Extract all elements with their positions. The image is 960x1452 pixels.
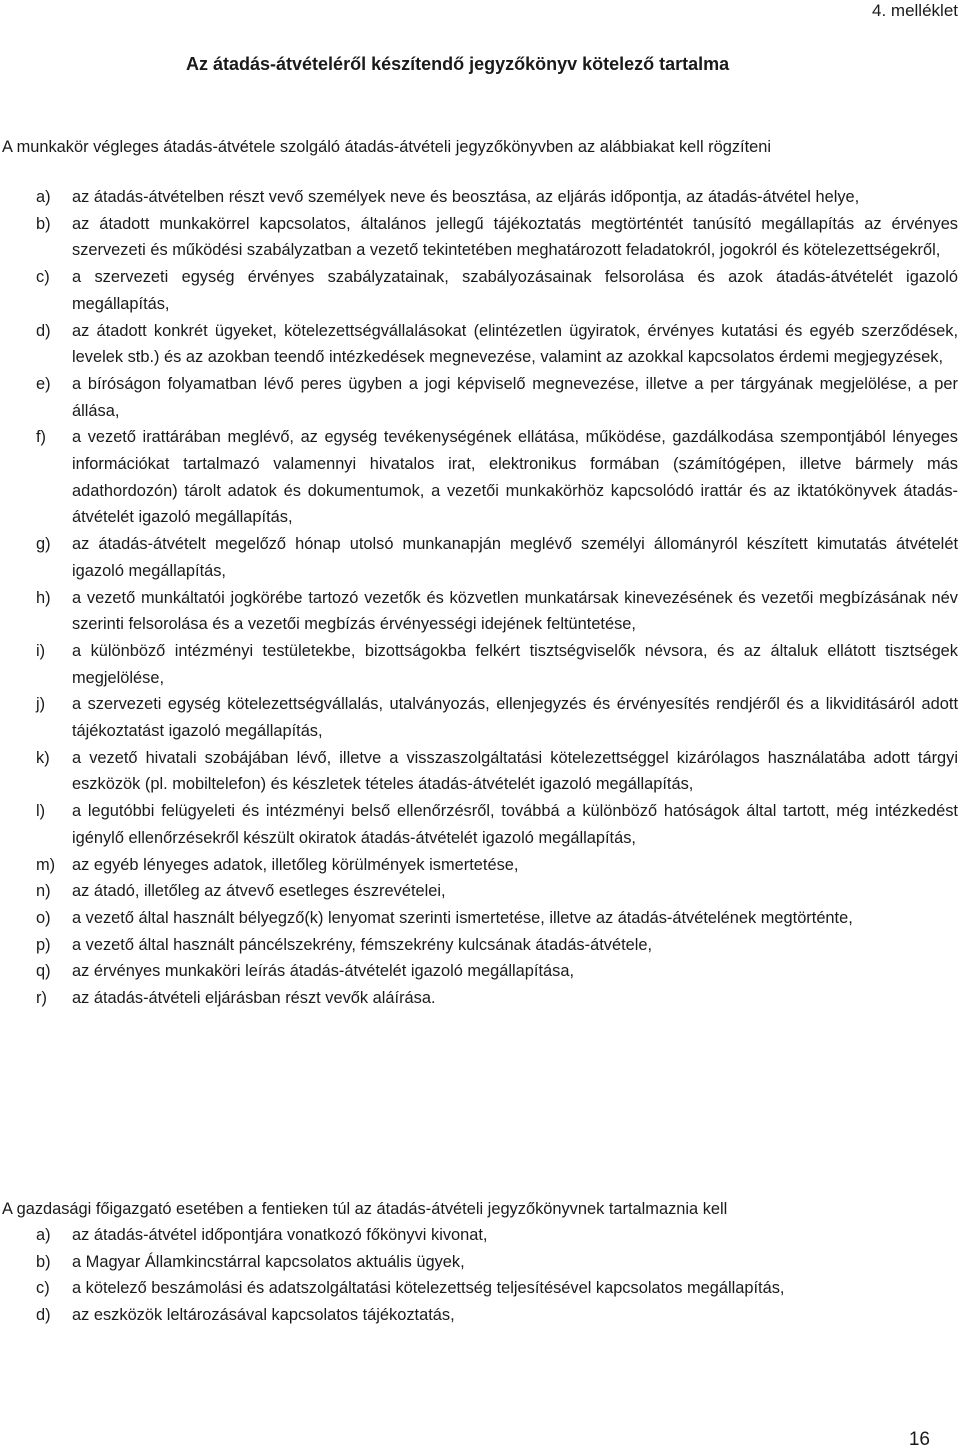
list-item-text: az érvényes munkaköri leírás átadás-átvételét igazoló megállapítása, [72,962,575,981]
list-item-label: c) [36,1279,50,1297]
list-item-label: k) [36,748,50,767]
list-item-text: a vezető által használt bélyegző(k) lenyomat szerinti ismertetése, illetve az átadás-átvételének megtörténte, [72,908,853,927]
list-item [0,878,958,905]
list-item-text: az átadás-átvétel időpontjára vonatkozó főkönyvi kivonat, [72,1226,488,1244]
list-item [0,318,958,371]
list-item [0,264,958,317]
list-item [0,1249,958,1276]
list-item [0,531,958,584]
list-item [0,211,958,264]
list-item-label: e) [36,374,51,393]
list-item-label: d) [36,1305,51,1324]
list-item-label: q) [36,962,51,981]
list-item-label: m) [36,855,56,874]
list-item [0,798,958,851]
list-item-text: az eszközök leltározásával kapcsolatos tájékoztatás, [72,1305,455,1324]
annex-label: 4. melléklet [872,1,958,20]
list-item-label: n) [36,882,51,901]
list-item [0,691,958,744]
list-item [0,985,958,1012]
list-item-label: l) [36,802,46,821]
list-item-text: az egyéb lényeges adatok, illetőleg körülmények ismertetése, [72,855,519,874]
list-item [0,184,958,211]
list-item-label: a) [36,188,51,206]
list-item-text: a kötelező beszámolási és adatszolgáltatási kötelezettség teljesítésével kapcsolatos megállapítás, [72,1279,785,1297]
list-item-text: az átadott konkrét ügyeket, kötelezettségvállalásokat (elintézetlen ügyiratok, érvényes kutatási és egyéb szerződések, levelek stb.) és az azokban teendő intézkedések megnevezése, valamint az azokkal kapcsolatos érdemi megjegyzések, [72,321,958,367]
list-item-text: az átadott munkakörrel kapcsolatos, általános jellegű tájékoztatás megtörténtét tanúsító megállapítás az érvényes szervezeti és működési szabályzatban a vezető tekintetében meghatározott feladatokról, jogokról és kötelezettségekről, [72,214,958,260]
list-item-label: f) [36,428,47,447]
list-item-label: o) [36,908,51,927]
list-item [0,424,958,531]
list-item-text: a vezető irattárában meglévő, az egység tevékenységének ellátása, működése, gazdálkodása szempontjából lényeges információkat tartalmazó valamennyi hivatalos irat, elektronikus formában (számítógépen, illetve bármely más adathordozón) tárolt adatok és dokumentumok, a vezetői munkakörhöz kapcsolódó irattár és az iktatókönyvek átadás-átvételét igazoló megállapítás, [72,428,958,527]
list-item [0,1275,958,1302]
list-item-label: g) [36,535,51,554]
list-item-label: b) [36,214,51,233]
secondary-intro-paragraph: A gazdasági főigazgató esetében a fentieken túl az átadás-átvételi jegyzőkönyvnek tartalmaznia kell [2,1200,728,1218]
list-item-text: a vezető munkáltatói jogkörébe tartozó vezetők és közvetlen munkatársak kinevezésének és vezetői megbízásának név szerinti felsorolása és a vezetői megbízás érvényességi idejének feltüntetése, [72,588,958,634]
list-item [0,638,958,691]
list-item-text: az átadás-átvételt megelőző hónap utolsó munkanapján meglévő személyi állományról készített kimutatás átvételét igazoló megállapítás, [72,535,958,580]
list-item [0,1302,958,1329]
list-item-label: r) [36,989,47,1008]
list-item [0,371,958,424]
list-item-text: a Magyar Államkincstárral kapcsolatos aktuális ügyek, [72,1252,465,1271]
list-item-label: d) [36,321,51,340]
list-item-text: a szervezeti egység kötelezettségvállalás, utalványozás, ellenjegyzés és érvényesítés rendjéről és a likviditásáról adott tájékoztatást igazoló megállapítás, [72,695,958,741]
list-item-text: az átadó, illetőleg az átvevő esetleges észrevételei, [72,882,446,901]
list-item [0,905,958,932]
list-item-text: a bíróságon folyamatban lévő peres ügyben a jogi képviselő megnevezése, illetve a per tárgyának megjelölése, a per állása, [72,374,958,420]
list-item-label: c) [36,268,50,287]
list-item-text: a legutóbbi felügyeleti és intézményi belső ellenőrzésről, továbbá a különböző hatóságok által tartott, még intézkedést igénylő ellenőrzésekről készült okiratok átadás-átvételét igazoló megállapítás, [72,802,958,847]
list-item [0,1222,958,1249]
list-item-label: h) [36,588,51,607]
list-item [0,958,958,985]
content-list [0,184,958,1012]
list-item-text: a különböző intézményi testületekbe, bizottságokba felkért tisztségviselők névsora, és az általuk ellátott tisztségek megjelölése, [72,641,958,687]
list-item-label: j) [36,695,46,714]
list-item-text: az átadás-átvételi eljárásban részt vevők aláírása. [72,989,436,1008]
list-item-text: a vezető hivatali szobájában lévő, illetve a visszaszolgáltatási kötelezettséggel kizárólagos használatába adott tárgyi eszközök (pl. mobiltelefon) és készletek tételes átadás-átvételét igazoló megállapítás, [72,748,958,794]
list-item-label: p) [36,935,51,954]
list-item [0,932,958,959]
intro-paragraph: A munkakör végleges átadás-átvétele szolgáló átadás-átvételi jegyzőkönyvben az alábbiakat kell rögzíteni [2,138,771,156]
list-item-text: az átadás-átvételben részt vevő személyek neve és beosztása, az eljárás időpontja, az átadás-átvétel helye, [72,188,860,206]
list-item [0,585,958,638]
list-item [0,745,958,798]
secondary-list [0,1222,958,1328]
list-item [0,852,958,879]
list-item-label: a) [36,1226,51,1244]
page-number: 16 [908,1429,930,1450]
list-item-label: i) [36,641,46,660]
list-item-text: a vezető által használt páncélszekrény, fémszekrény kulcsának átadás-átvétele, [72,935,653,954]
list-item-text: a szervezeti egység érvényes szabályzatainak, szabályozásainak felsorolása és azok átadás-átvételét igazoló megállapítás, [72,268,958,313]
document-title: Az átadás-átvételéről készítendő jegyzőkönyv kötelező tartalma [186,54,730,74]
list-item-label: b) [36,1252,51,1271]
